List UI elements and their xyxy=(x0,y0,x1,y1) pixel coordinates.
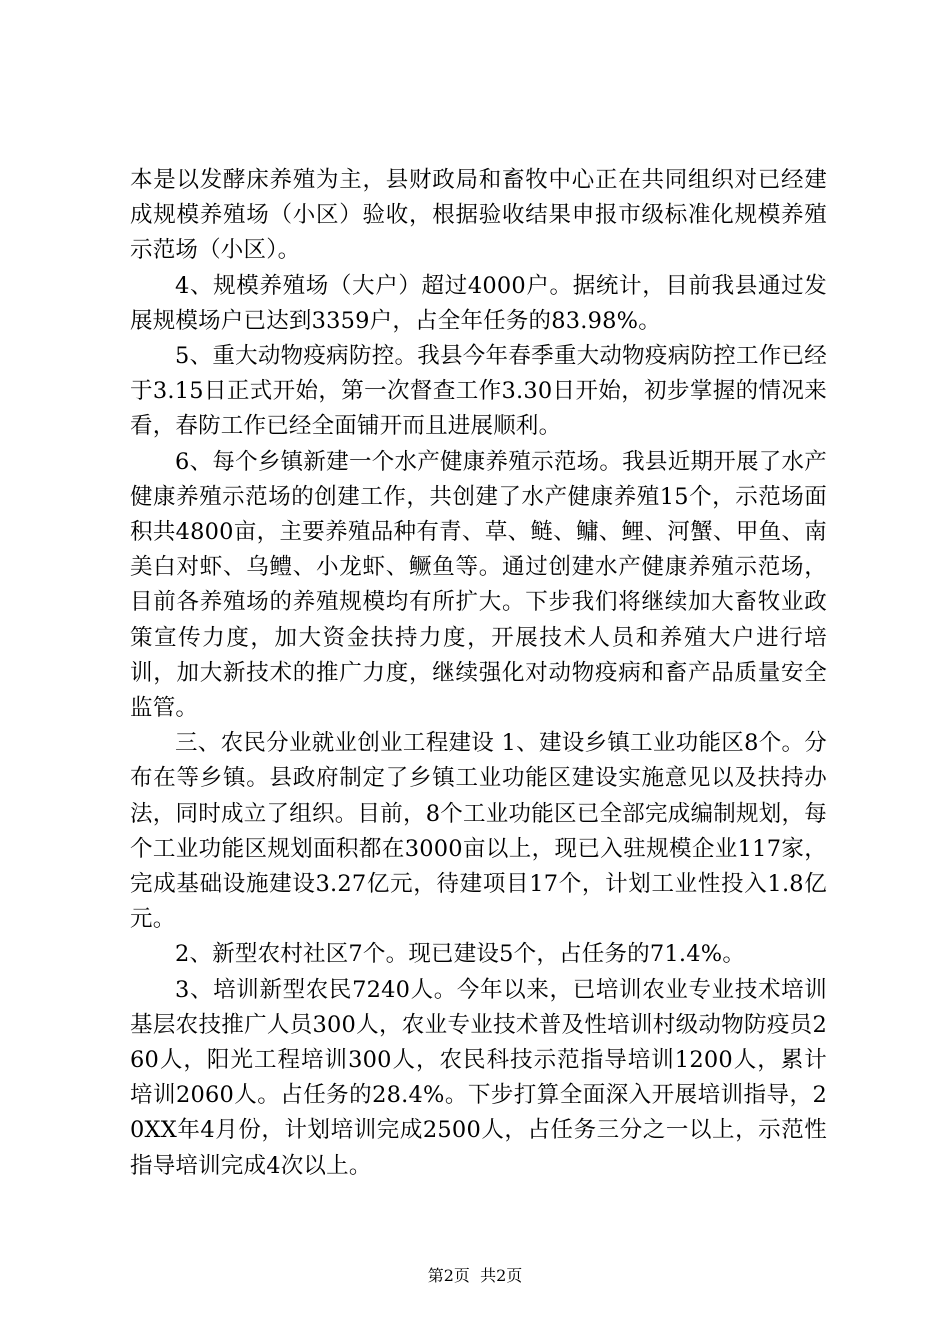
paragraph-farmer-training: 3、培训新型农民7240人。今年以来，已培训农业专业技术培训基层农技推广人员300人，农业专业技术普及性培训村级动物防疫员260人，阳光工程培训300人，农民科技示范指导培训1200人，累计培训2060人。占任务的28.4%。下步打算全面深入开展培训指导，20XX年4月份，计划培训完成2500人，占任务三分之一以上，示范性指导培训完成4次以上。 xyxy=(130,976,827,1179)
paragraph-epidemic-control: 5、重大动物疫病防控。我县今年春季重大动物疫病防控工作已经于3.15日正式开始，第一次督查工作3.30日开始，初步掌握的情况来看，春防工作已经全面铺开而且进展顺利。 xyxy=(130,343,827,440)
paragraph-industrial-zones: 三、农民分业就业创业工程建设 1、建设乡镇工业功能区8个。分布在等乡镇。县政府制定了乡镇工业功能区建设实施意见以及扶持办法，同时成立了组织。目前，8个工业功能区已全部完成编制规划，每个工业功能区规划面积都在3000亩以上，现已入驻规模企业117家，完成基础设施建设3.27亿元，待建项目17个，计划工业性投入1.8亿元。 xyxy=(130,730,827,933)
paragraph-aquaculture-demo: 6、每个乡镇新建一个水产健康养殖示范场。我县近期开展了水产健康养殖示范场的创建工作，共创建了水产健康养殖15个，示范场面积共4800亩，主要养殖品种有青、草、鲢、鳙、鲤、河蟹、甲鱼、南美白对虾、乌鳢、小龙虾、鳜鱼等。通过创建水产健康养殖示范场，目前各养殖场的养殖规模均有所扩大。下步我们将继续加大畜牧业政策宣传力度，加大资金扶持力度，开展技术人员和养殖大户进行培训，加大新技术的推广力度，继续强化对动物疫病和畜产品质量安全监管。 xyxy=(130,448,827,722)
paragraph-livestock-inspection: 本是以发酵床养殖为主，县财政局和畜牧中心正在共同组织对已经建成规模养殖场（小区）验收，根据验收结果申报市级标准化规模养殖示范场（小区）。 xyxy=(130,167,827,264)
paragraph-rural-communities: 2、新型农村社区7个。现已建设5个，占任务的71.4%。 xyxy=(175,941,746,968)
page-number-footer: 第2页 共2页 xyxy=(427,1266,523,1285)
document-body xyxy=(130,163,827,1184)
paragraph-large-farms: 4、规模养殖场（大户）超过4000户。据统计，目前我县通过发展规模场户已达到3359户，占全年任务的83.98%。 xyxy=(130,272,827,334)
